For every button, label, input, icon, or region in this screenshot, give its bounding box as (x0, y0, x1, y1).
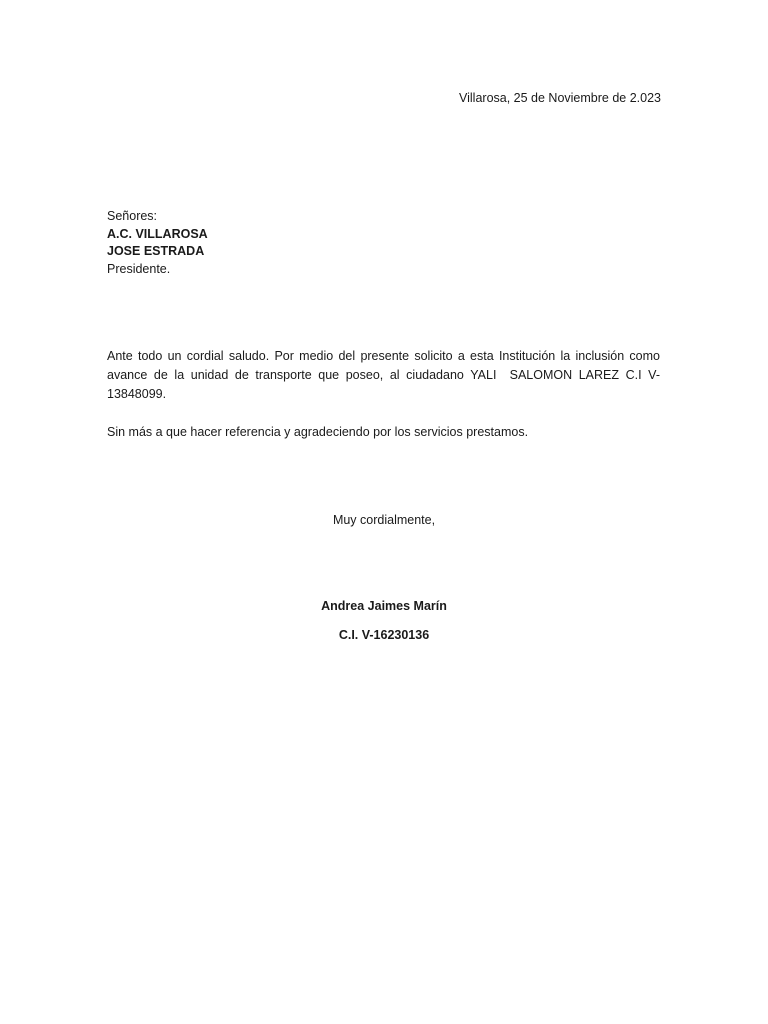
signature-name: Andrea Jaimes Marín (321, 599, 447, 613)
recipient-person: JOSE ESTRADA (107, 244, 205, 258)
closing-paragraph: Sin más a que hacer referencia y agradeciendo por los servicios prestamos. (107, 425, 529, 439)
recipient-position: Presidente. (107, 261, 171, 276)
farewell: Muy cordialmente, (332, 513, 436, 527)
body-paragraph: Ante todo un cordial saludo. Por medio del presente solicito a esta Institución la inclusión como avance de la unidad de transporte que poseo, al ciudadano YALI SALOMON LAREZ C.I V-13848099. (107, 349, 664, 401)
letter-date: Villarosa, 25 de Noviembre de 2.023 (459, 91, 661, 105)
recipient-block (107, 208, 208, 278)
recipient-organization: A.C. VILLAROSA (107, 226, 208, 241)
signature-id: C.I. V-16230136 (338, 628, 430, 642)
salutation: Señores: (107, 209, 158, 223)
